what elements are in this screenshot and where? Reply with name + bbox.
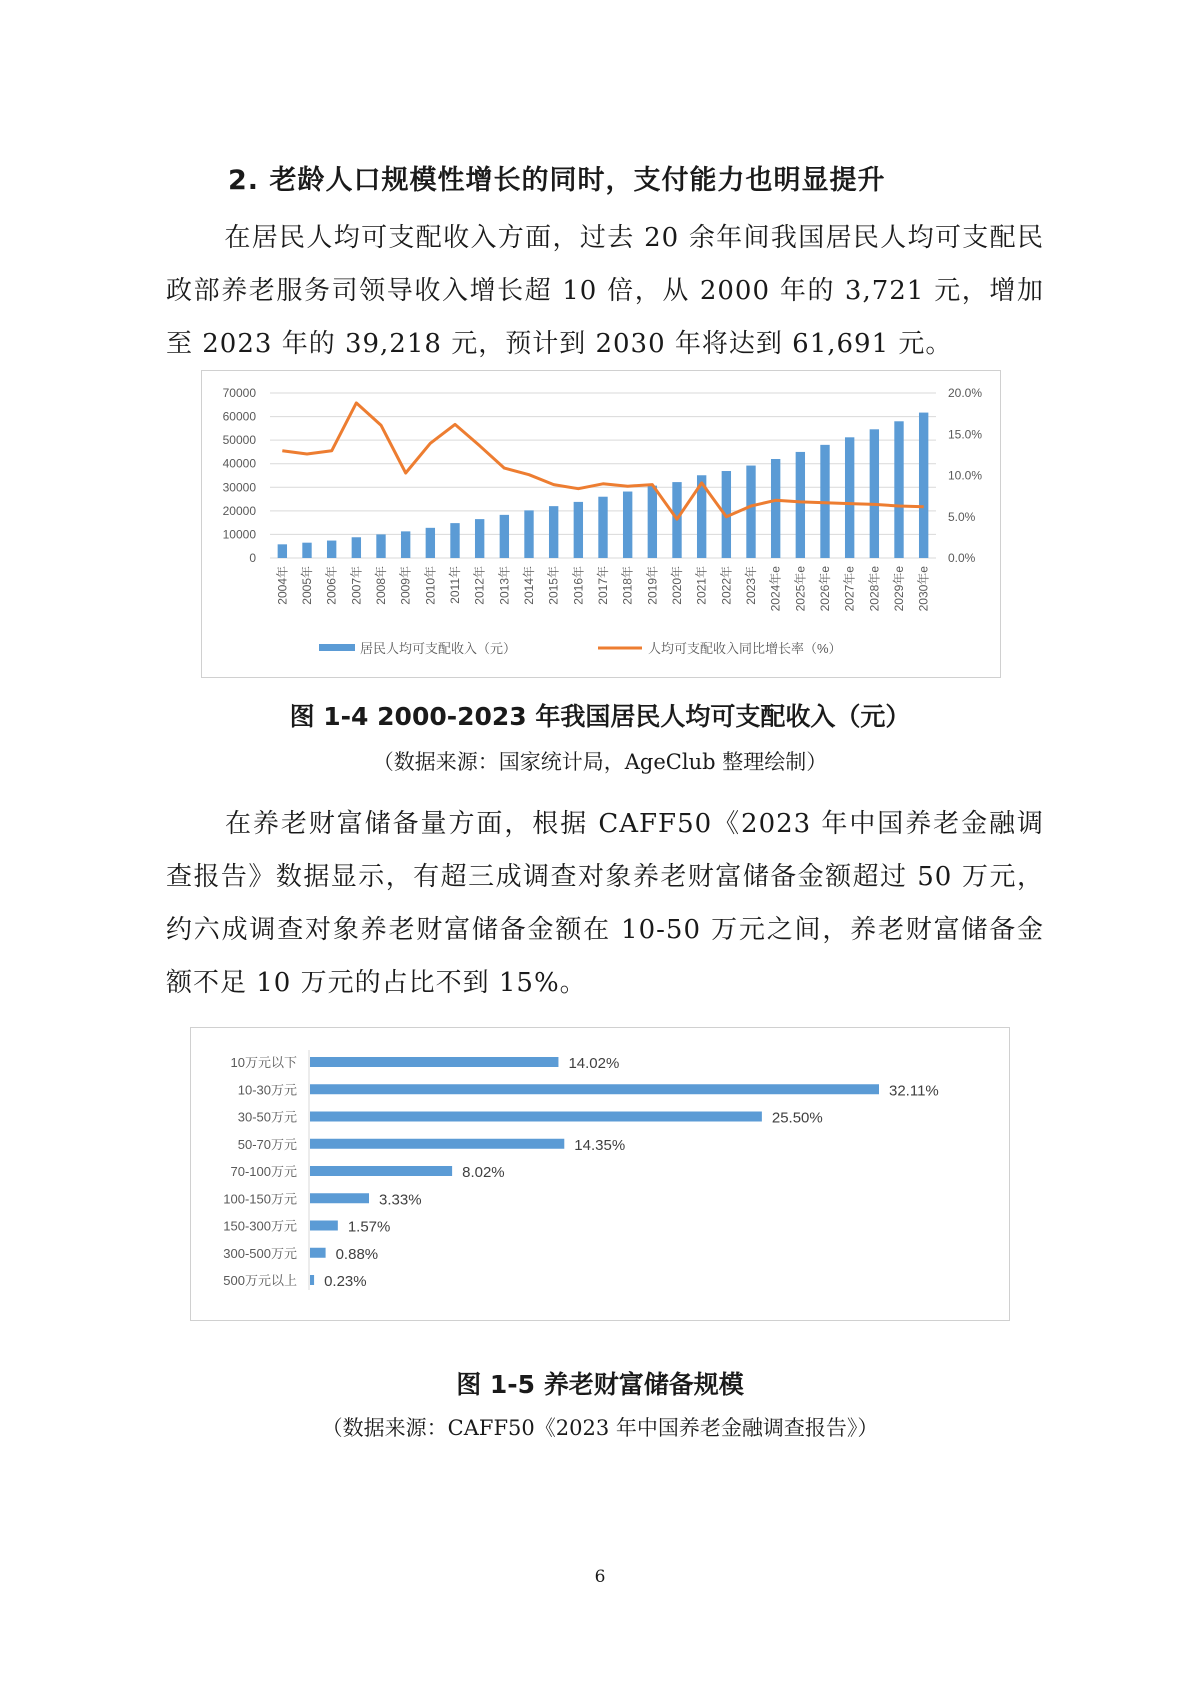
x-category-label: 2020年 xyxy=(670,566,684,605)
income-bar xyxy=(648,486,657,558)
x-category-label: 2015年 xyxy=(546,566,561,605)
figure-2-source: （数据来源：CAFF50《2023 年中国养老金融调查报告》） xyxy=(321,1416,879,1440)
value-label: 0.23% xyxy=(324,1273,367,1290)
category-label: 150-300万元 xyxy=(223,1218,297,1234)
value-label: 1.57% xyxy=(347,1218,391,1236)
value-label: 25.50% xyxy=(771,1109,823,1127)
wealth-bar xyxy=(310,1139,564,1149)
income-bar xyxy=(845,437,854,558)
wealth-bar xyxy=(310,1248,326,1258)
x-category-label: 2026年e xyxy=(818,566,832,612)
figure-1-source: （数据来源：国家统计局，AgeClub 整理绘制） xyxy=(372,750,828,774)
x-category-label: 2011年 xyxy=(448,566,462,604)
category-label: 50-70万元 xyxy=(237,1136,297,1152)
y-left-tick-label: 10000 xyxy=(222,527,256,542)
category-label: 10-30万元 xyxy=(237,1082,297,1098)
figure-2-caption: 图 1-5 养老财富储备规模 xyxy=(456,1370,744,1399)
income-bar xyxy=(475,519,484,558)
y-left-tick-label: 50000 xyxy=(222,433,256,448)
income-bar xyxy=(574,502,583,558)
section-heading: 2. 老龄人口规模性增长的同时，支付能力也明显提升 xyxy=(228,165,886,196)
category-label: 10万元以下 xyxy=(230,1055,297,1070)
y-right-tick-label: 20.0% xyxy=(948,386,983,400)
income-bar xyxy=(278,544,287,558)
value-label: 8.02% xyxy=(462,1164,505,1181)
value-label: 32.11% xyxy=(889,1082,939,1100)
wealth-bar xyxy=(310,1221,338,1231)
x-category-label: 2005年 xyxy=(300,566,314,605)
wealth-bar xyxy=(310,1084,879,1094)
wealth-bar xyxy=(310,1193,369,1203)
income-bar xyxy=(524,510,533,558)
income-bar xyxy=(500,515,509,558)
wealth-bar xyxy=(310,1275,314,1285)
x-category-label: 2007年 xyxy=(349,566,364,605)
income-bar xyxy=(598,497,607,558)
x-category-label: 2016年 xyxy=(571,566,586,605)
x-category-label: 2029年e xyxy=(892,566,906,612)
legend-line-label: 人均可支配收入同比增长率（%） xyxy=(648,641,842,656)
income-bar xyxy=(549,506,558,558)
income-chart xyxy=(201,370,1001,678)
x-category-label: 2024年e xyxy=(768,566,783,612)
category-label: 100-150万元 xyxy=(223,1191,297,1207)
page-number: 6 xyxy=(594,1567,606,1587)
paragraph-wealth-text: 在养老财富储备量方面，根据 CAFF50《2023 年中国养老金融调查报告》数据显示，有超三成调查对象养老财富储备金额超过 50 万元，约六成调查对象养老财富储备金额在 10-50 万元之间，养老财富储备金额不足 10 万元的占比不到 15%。 xyxy=(166,809,1044,998)
x-category-label: 2010年 xyxy=(423,566,438,605)
x-category-label: 2017年 xyxy=(596,566,610,605)
value-label: 14.02% xyxy=(568,1055,620,1072)
income-bar xyxy=(302,543,311,558)
x-category-label: 2019年 xyxy=(645,566,660,605)
value-label: 3.33% xyxy=(379,1191,422,1209)
x-category-label: 2022年 xyxy=(719,566,734,605)
y-right-tick-label: 0.0% xyxy=(948,551,976,565)
x-category-label: 2008年 xyxy=(374,566,388,605)
y-left-tick-label: 60000 xyxy=(222,409,256,424)
x-category-label: 2027年e xyxy=(842,566,857,612)
y-right-tick-label: 5.0% xyxy=(948,509,976,524)
income-chart-svg xyxy=(202,371,1000,677)
y-left-tick-label: 0 xyxy=(249,551,256,565)
income-bar xyxy=(426,528,435,558)
income-bar xyxy=(870,429,879,558)
x-category-label: 2012年 xyxy=(472,566,487,605)
figure-1-caption: 图 1-4 2000-2023 年我国居民人均可支配收入（元） xyxy=(289,702,911,731)
x-category-label: 2018年 xyxy=(620,566,635,605)
x-category-label: 2025年e xyxy=(793,566,808,612)
x-category-label: 2014年 xyxy=(522,566,536,605)
x-category-label: 2023年 xyxy=(744,566,758,605)
paragraph-income xyxy=(166,212,1044,371)
legend-bar-label: 居民人均可支配收入（元） xyxy=(360,641,517,656)
x-category-label: 2030年e xyxy=(916,566,931,612)
wealth-bar xyxy=(310,1112,762,1122)
y-left-tick-label: 40000 xyxy=(222,456,256,471)
category-label: 30-50万元 xyxy=(237,1109,297,1125)
income-bar xyxy=(796,452,805,558)
income-bar xyxy=(376,534,385,558)
x-category-label: 2006年 xyxy=(324,566,339,605)
wealth-bar xyxy=(310,1057,558,1067)
wealth-bar xyxy=(310,1166,452,1176)
wealth-chart-svg xyxy=(191,1028,1009,1320)
income-bar xyxy=(450,523,459,558)
y-left-tick-label: 30000 xyxy=(222,480,256,495)
value-label: 0.88% xyxy=(335,1245,379,1263)
paragraph-wealth xyxy=(166,798,1044,1010)
paragraph-income-text: 在居民人均可支配收入方面，过去 20 余年间我国居民人均可支配民政部养老服务司领导收入增长超 10 倍，从 2000 年的 3,721 元，增加至 2023 年的 39,218 元，预计到 2030 年将达到 61,691 元。 xyxy=(166,223,1044,359)
income-bar xyxy=(327,541,336,558)
income-bar xyxy=(746,466,755,558)
income-bar xyxy=(401,531,410,558)
x-category-label: 2021年 xyxy=(694,566,709,605)
income-bar xyxy=(894,421,903,558)
category-label: 70-100万元 xyxy=(230,1164,297,1179)
y-left-tick-label: 70000 xyxy=(222,386,256,400)
y-right-tick-label: 10.0% xyxy=(948,468,983,483)
value-label: 14.35% xyxy=(574,1136,626,1154)
income-bar xyxy=(623,492,632,558)
y-left-tick-label: 20000 xyxy=(222,503,256,518)
income-bar xyxy=(771,459,780,558)
legend-bar-swatch xyxy=(319,644,355,651)
income-bar xyxy=(919,413,928,558)
x-category-label: 2004年 xyxy=(275,566,290,605)
wealth-chart xyxy=(190,1027,1010,1321)
category-label: 500万元以上 xyxy=(223,1273,297,1288)
x-category-label: 2028年e xyxy=(867,566,882,612)
category-label: 300-500万元 xyxy=(223,1245,297,1261)
y-right-tick-label: 15.0% xyxy=(948,427,983,442)
income-bar xyxy=(352,537,361,558)
x-category-label: 2009年 xyxy=(398,566,413,605)
x-category-label: 2013年 xyxy=(497,566,512,605)
